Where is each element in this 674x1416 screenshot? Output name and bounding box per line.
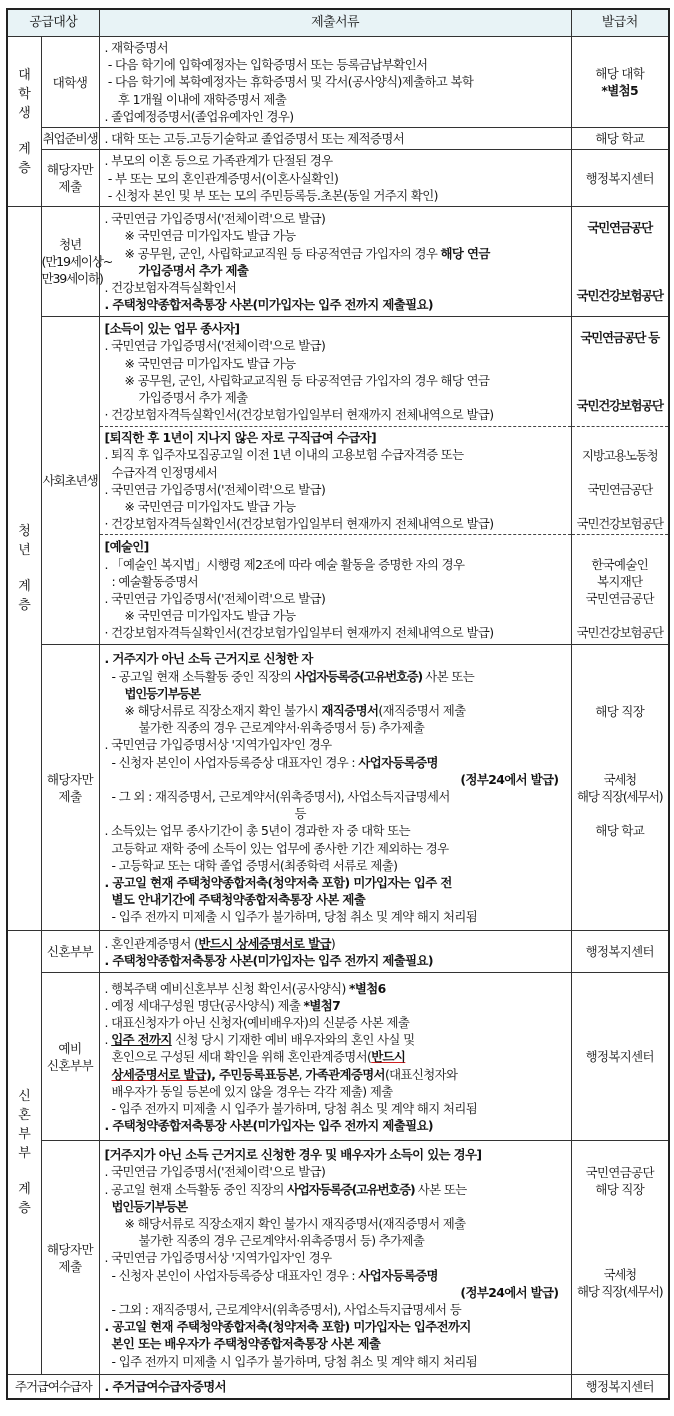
doc-line: . 재학증명서 [104, 40, 169, 55]
doc-line: 가입증명서 추가 제출 [138, 389, 248, 405]
header-issuer: 발급처 [571, 9, 669, 37]
doc-line: . 국민연금 가입증명서('전체이력'으로 발급) [104, 211, 326, 227]
doc-line: . 대학 또는 고등.고등기술학교 졸업증명서 또는 제적증명서 [104, 131, 405, 147]
doc-line: . 예정 세대구성원 명단(공사양식) 제출 *별첨7 [104, 997, 341, 1013]
doc-line: - 부 또는 모의 혼인관계증명서(이혼사실확인) [104, 170, 339, 186]
docs-univ-applicable [99, 150, 571, 207]
header-documents: 제출서류 [99, 9, 571, 37]
section-title: [퇴직한 후 1년이 지나지 않은 자로 구직급여 수급자] [104, 430, 377, 446]
issuer-text: 해당 대학 [595, 66, 645, 81]
doc-line: - 고등학교 또는 대학 졸업 증명서(최종학력 서류로 제출) [111, 857, 398, 873]
doc-line: . 거주지가 아닌 소득 근거지로 신청한 자 [104, 651, 313, 667]
issuer-youth: 국민연금공단 국민건강보험공단 [571, 207, 669, 317]
table-row-housing-benefit [7, 1375, 669, 1399]
doc-line: . 국민연금 가입증명서상 '지역가입자'인 경우 [104, 1250, 332, 1266]
doc-line: . 국민연금 가입증명서상 '지역가입자'인 경우 [104, 737, 332, 753]
header-supply-target: 공급대상 [7, 9, 99, 37]
section-title: [거주지가 아닌 소득 근거지로 신청한 경우 및 배우자가 소득이 있는 경우] [104, 1147, 482, 1163]
doc-line: (정부24에서 발급) [460, 771, 559, 787]
section-title: [예술인] [104, 539, 149, 555]
doc-line: - 입주 전까지 미제출 시 입주가 불가하며, 당첨 취소 및 계약 해지 처리됨 [111, 1100, 478, 1116]
doc-line: . 주택청약종합저축통장 사본(미가입자는 입주 전까지 제출필요) [104, 297, 433, 313]
docs-jobseeker [99, 128, 571, 150]
target-label-prewed: 예비 신혼부부 [41, 973, 99, 1141]
table-row-youth-applicable [7, 645, 669, 931]
doc-line: . 부모의 이혼 등으로 가족관계가 단절된 경우 [104, 153, 333, 169]
doc-line: . 퇴직 후 입주자모집공고일 이전 1년 이내의 고용보험 수급자격증 또는 [104, 447, 464, 463]
doc-line: . 공고일 현재 주택청약종합저축(청약저축 포함) 미가입자는 입주 전 [104, 874, 452, 890]
attachment-ref: *별첨5 [601, 83, 639, 98]
target-label-jobseeker: 취업준비생 [41, 128, 99, 150]
doc-line: . 대표신청자가 아닌 신청자(예비배우자)의 신분증 사본 제출 [104, 1014, 410, 1030]
group-label-newlywed: 신 혼 부 부 계 층 [7, 931, 41, 1375]
table-row-youth [7, 207, 669, 317]
issuer-newlywed: 행정복지센터 [571, 931, 669, 973]
doc-line: (정부24에서 발급) [460, 1284, 559, 1300]
doc-line: 상세증명서로 발급), 주민등록표등본, 가족관계증명서(대표신청자와 [111, 1066, 458, 1082]
doc-line: 불가한 직종의 경우 근로계약서·위촉증명서 등) 추가제출 [138, 720, 425, 736]
doc-line: 불가한 직종의 경우 근로계약서·위촉증명서 등) 추가제출 [138, 1233, 425, 1249]
doc-line: - 공고일 현재 소득활동 중인 직장의 사업자등록증(고유번호증) 사본 또는 [111, 668, 475, 684]
doc-line: - 입주 전까지 미제출 시 입주가 불가하며, 당첨 취소 및 계약 해지 처리됨 [111, 909, 478, 925]
doc-line: 법인등기부등본 [124, 685, 200, 701]
docs-newgrad-income [99, 317, 571, 427]
docs-student [99, 37, 571, 128]
doc-line: . 국민연금 가입증명서('전체이력'으로 발급) [104, 481, 326, 497]
doc-line: 혼인으로 구성된 세대 확인을 위해 혼인관계증명서(반드시 [111, 1049, 406, 1065]
doc-line: . 「예술인 복지법」시행령 제2조에 따라 예술 활동을 증명한 자의 경우 [104, 556, 465, 572]
doc-line: . 주택청약종합저축통장 사본(미가입자는 입주 전까지 제출필요) [104, 1118, 433, 1134]
table-row-newgrad-artist [7, 535, 669, 645]
target-label-youth: 청년 (만19세이상~ 만39세이하) [41, 207, 99, 317]
docs-newgrad-artist [99, 535, 571, 645]
doc-line: - 그 외 : 재직증명서, 근로계약서(위촉증명서), 사업소득지급명세서 [111, 788, 450, 804]
doc-line: - 신청자 본인 및 부 또는 모의 주민등록등.초본(동일 거주지 확인) [104, 187, 438, 203]
docs-newgrad-retired [99, 427, 571, 535]
doc-line: - 다음 학기에 복학예정자는 휴학증명서 및 각서(공사양식)제출하고 복학 [104, 74, 474, 90]
doc-line: - 다음 학기에 입학예정자는 입학증명서 또는 등록금납부확인서 [104, 57, 428, 73]
target-label-newlywed: 신혼부부 [41, 931, 99, 973]
issuer-newgrad-income: 국민연금공단 등 국민건강보험공단 [571, 317, 669, 427]
doc-line: ※ 공무원, 군인, 사립학교교직원 등 타공적연금 가입자의 경우 해당 연금 [124, 245, 490, 261]
doc-line: 후 1개월 이내에 재학증명서 제출 [104, 91, 287, 107]
doc-line: 본인 또는 배우자가 주택청약종합저축통장 사본 제출 [111, 1336, 381, 1352]
table-row-newgrad-retired [7, 427, 669, 535]
doc-line: : 예술활동증명서 [111, 573, 198, 589]
doc-line: . 공고일 현재 소득활동 중인 직장의 사업자등록증(고유번호증) 사본 또는 [104, 1181, 467, 1197]
target-label-student: 대학생 [41, 37, 99, 128]
table-row-student [7, 37, 669, 128]
issuer-housing-benefit: 행정복지센터 [571, 1375, 669, 1399]
docs-prewed [99, 973, 571, 1141]
issuer-youth-applicable: 해당 직장 국세청 해당 직장(세무서) 해당 학교 [571, 645, 669, 931]
doc-line: . 건강보험자격득실확인서 [104, 279, 237, 295]
doc-line: . 국민연금 가입증명서('전체이력'으로 발급) [104, 590, 326, 606]
target-label-youth-applicable: 해당자만 제출 [41, 645, 99, 931]
issuer-wed-applicable: 국민연금공단 해당 직장 국세청 해당 직장(세무서) [571, 1141, 669, 1375]
issuer-prewed: 행정복지센터 [571, 973, 669, 1141]
target-label-newgrad: 사회초년생 [41, 317, 99, 645]
doc-line: . 혼인관계증명서 (반드시 상세증명서로 발급) [104, 935, 336, 951]
target-label-housing-benefit: 주거급여수급자 [7, 1375, 99, 1399]
issuer-newgrad-artist: 한국예술인 복지재단 국민연금공단 국민건강보험공단 [571, 535, 669, 645]
doc-line: . 공고일 현재 주택청약종합저축(청약저축 포함) 미가입자는 입주전까지 [104, 1319, 471, 1335]
docs-youth [99, 207, 571, 317]
doc-line: ※ 해당서류로 직장소재지 확인 불가시 재직증명서(재직증명서 제출 [124, 702, 466, 718]
table-row-wed-applicable [7, 1141, 669, 1375]
doc-line: - 신청자 본인이 사업자등록증상 대표자인 경우 : 사업자등록증명 [111, 1267, 438, 1283]
doc-line: - 그외 : 재직증명서, 근로계약서(위촉증명서), 사업소득지급명세서 등 [111, 1301, 462, 1317]
issuer-student [571, 37, 669, 128]
docs-newlywed [99, 931, 571, 973]
table-row-newgrad-income [7, 317, 669, 427]
doc-line: 배우자가 동일 등본에 있지 않을 경우는 각각 제출) 제출 [111, 1083, 393, 1099]
doc-line: . 주택청약종합저축통장 사본(미가입자는 입주 전까지 제출필요) [104, 952, 433, 968]
group-label-university: 대 학 생 계 층 [7, 37, 41, 207]
docs-wed-applicable [99, 1141, 571, 1375]
required-documents-table [6, 8, 670, 1400]
target-label-univ-applicable: 해당자만 제출 [41, 150, 99, 207]
section-title: [소득이 있는 업무 종사자] [104, 321, 240, 337]
doc-line: . 행복주택 예비신혼부부 신청 확인서(공사양식) *별첨6 [104, 980, 386, 996]
doc-line: . 소득있는 업무 종사기간이 총 5년이 경과한 자 중 대학 또는 [104, 823, 411, 839]
target-label-wed-applicable: 해당자만 제출 [41, 1141, 99, 1375]
table-row-newlywed [7, 931, 669, 973]
table-row-prewed [7, 973, 669, 1141]
doc-line: ※ 국민연금 미가입자도 발급 가능 [124, 355, 296, 371]
doc-line: 수급자격 인정명세서 [111, 464, 218, 480]
doc-line: 가입증명서 추가 제출 [138, 262, 249, 278]
table-row-univ-applicable [7, 150, 669, 207]
issuer-newgrad-retired: 지방고용노동청 국민연금공단 국민건강보험공단 [571, 427, 669, 535]
doc-line: . 국민연금 가입증명서('전체이력'으로 발급) [104, 338, 326, 354]
docs-housing-benefit: . 주거급여수급자증명서 [99, 1375, 571, 1399]
issuer-univ-applicable: 행정복지센터 [571, 150, 669, 207]
doc-line: 고등학교 재학 중에 소득이 있는 업무에 종사한 기간 제외하는 경우 [111, 840, 449, 856]
document-table-wrapper [6, 8, 668, 1400]
issuer-jobseeker: 해당 학교 [571, 128, 669, 150]
doc-line: ※ 국민연금 미가입자도 발급 가능 [124, 608, 296, 624]
doc-line: 등 [294, 806, 306, 822]
doc-line: ※ 국민연금 미가입자도 발급 가능 [124, 499, 296, 515]
docs-youth-applicable [99, 645, 571, 931]
doc-line: · 건강보험자격득실확인서(건강보험가입일부터 현재까지 전체내역으로 발급) [104, 625, 494, 641]
doc-line: · 건강보험자격득실확인서(건강보험가입일부터 현재까지 전체내역으로 발급) [104, 407, 494, 423]
doc-line: - 입주 전까지 미제출 시 입주가 불가하며, 당첨 취소 및 계약 해지 처리됨 [111, 1353, 478, 1369]
doc-line: ※ 국민연금 미가입자도 발급 가능 [124, 228, 296, 244]
doc-line: ※ 공무원, 군인, 사립학교교직원 등 타공적연금 가입자의 경우 해당 연금 [124, 372, 490, 388]
doc-line: 법인등기부등본 [111, 1198, 187, 1214]
table-row-jobseeker [7, 128, 669, 150]
doc-line: . 국민연금 가입증명서('전체이력'으로 발급) [104, 1164, 326, 1180]
doc-line: . 졸업예정증명서(졸업유예자인 경우) [104, 108, 294, 124]
doc-line: . 입주 전까지 신청 당시 기재한 예비 배우자와의 혼인 사실 및 [104, 1032, 415, 1048]
group-label-youth: 청 년 계 층 [7, 207, 41, 931]
table-header-row [7, 9, 669, 37]
doc-line: 별도 안내기간에 주택청약종합저축통장 사본 제출 [111, 892, 366, 908]
doc-line: ※ 해당서류로 직장소재지 확인 불가시 재직증명서(재직증명서 제출 [124, 1215, 466, 1231]
doc-line: - 신청자 본인이 사업자등록증상 대표자인 경우 : 사업자등록증명 [111, 754, 438, 770]
doc-line: · 건강보험자격득실확인서(건강보험가입일부터 현재까지 전체내역으로 발급) [104, 516, 494, 532]
